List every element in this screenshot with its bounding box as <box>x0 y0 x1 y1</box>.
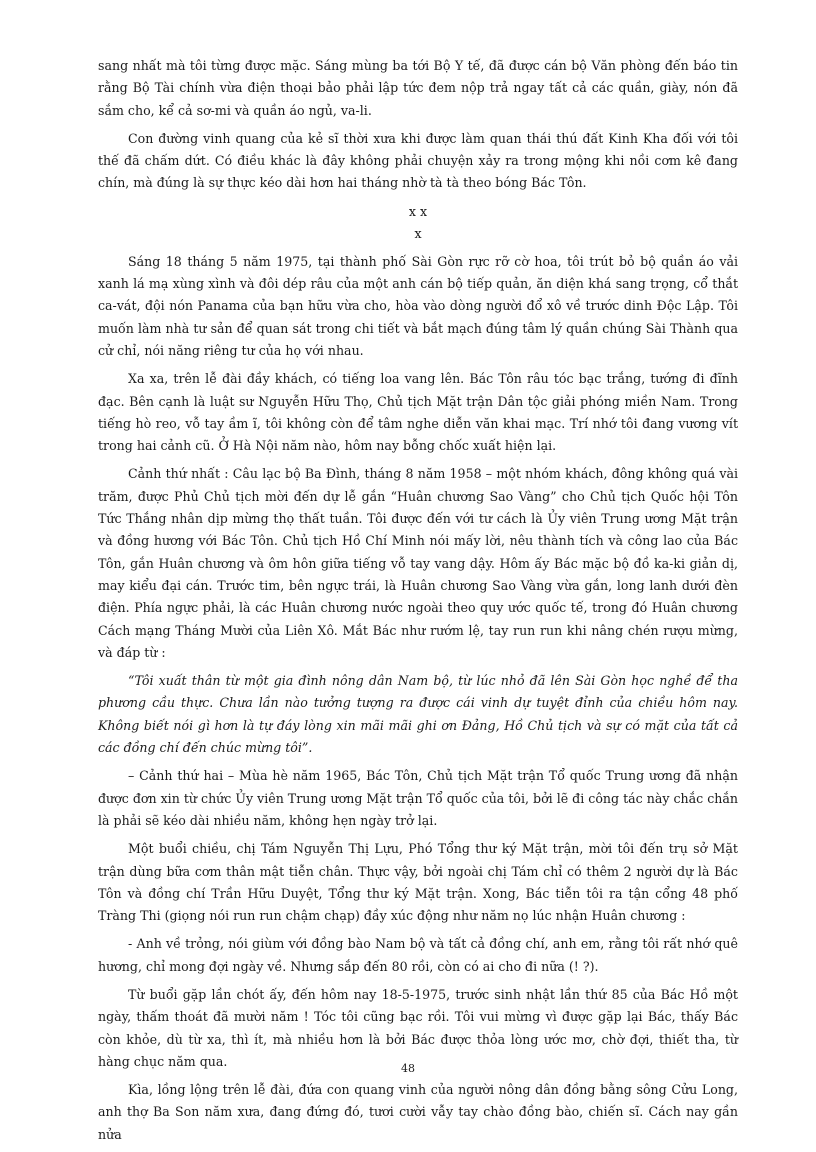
separator-line-2: x <box>414 225 422 241</box>
document-page <box>98 55 738 1152</box>
paragraph: Con đường vinh quang của kẻ sĩ thời xưa khi được làm quan thái thú đất Kinh Kha đối với tôi thế đã chấm dứt. Có điều khác là đây không phải chuyện xảy ra trong mộng khi nồi cơm kê đang chín, mà đúng là sự thực kéo dài hơn hai tháng nhờ tà tà theo bóng Bác Tôn. <box>98 130 738 191</box>
paragraph: – Cảnh thứ hai – Mùa hè năm 1965, Bác Tôn, Chủ tịch Mặt trận Tổ quốc Trung ương đã nhận được đơn xin từ chức Ủy viên Trung ương Mặt trận Tổ quốc của tôi, bởi lẽ đi công tác này chắc chắn là phải sẽ kéo dài nhiều năm, không hẹn ngày trở lại. <box>98 768 738 828</box>
paragraph: Sáng 18 tháng 5 năm 1975, tại thành phố Sài Gòn rực rỡ cờ hoa, tôi trút bỏ bộ quần áo vải xanh lá mạ xùng xình và đôi dép râu của một anh cán bộ tiếp quản, ăn diện khá sang trọng, cổ thắt ca-vát, đội nón Panama của bạn hữu vừa cho, hòa vào dòng người đổ xô về trước dinh Độc Lập. Tôi muốn làm nhà tư sản để quan sát trong chi tiết và bắt mạch đúng tâm lý quần chúng Sài Thành qua cử chỉ, nói năng riêng tư của họ với nhau. <box>98 253 738 358</box>
paragraph: Một buổi chiều, chị Tám Nguyễn Thị Lựu, Phó Tổng thư ký Mặt trận, mời tôi đến trụ sở Mặt trận dùng bữa cơm thân mật tiễn chân. Thực vậy, bởi ngoài chị Tám chỉ có thêm 2 người dự là Bác Tôn và đồng chí Trần Hữu Duyệt, Tổng thư ký Mặt trận. Xong, Bác tiễn tôi ra tận cổng 48 phố Tràng Thi (giọng nói run run chậm chạp) đầy xúc động như năm nọ lúc nhận Huân chương : <box>98 841 738 924</box>
paragraph-continued: sang nhất mà tôi từng được mặc. Sáng mùng ba tới Bộ Y tế, đã được cán bộ Văn phòng đến báo tin rằng Bộ Tài chính vừa điện thoại bảo phải lập tức đem nộp trả ngay tất cả các quần, giày, nón đã sắm cho, kể cả sơ-mi và quần áo ngủ, va-li. <box>98 58 738 118</box>
page-number: 48 <box>401 1062 415 1075</box>
paragraph: Cảnh thứ nhất : Câu lạc bộ Ba Đình, tháng 8 năm 1958 – một nhóm khách, đông không quá vài trăm, được Phủ Chủ tịch mời đến dự lễ gắn “Huân chương Sao Vàng” cho Chủ tịch Quốc hội Tôn Tức Thắng nhân dịp mừng thọ thất tuần. Tôi được đến với tư cách là Ủy viên Trung ương Mặt trận và đồng hương với Bác Tôn. Chủ tịch Hồ Chí Minh nói mấy lời, nêu thành tích và công lao của Bác Tôn, gắn Huân chương và ôm hôn giữa tiếng vỗ tay vang dậy. Hôm ấy Bác mặc bộ đồ ka-ki giản dị, may kiểu đại cán. Trước tim, bên ngực trái, là Huân chương Sao Vàng vừa gắn, long lanh dưới đèn điện. Phía ngực phải, là các Huân chương nước ngoài theo quy ước quốc tế, trong đó Huân chương Cách mạng Tháng Mười của Liên Xô. Mắt Bác như rướm lệ, tay run run khi nâng chén rượu mừng, và đáp từ : <box>98 466 738 660</box>
separator-line-1: x x <box>408 203 428 219</box>
dialogue-paragraph: - Anh về trỏng, nói giùm với đồng bào Nam bộ và tất cả đồng chí, anh em, rằng tôi rất nhớ quê hương, chỉ mong đợi ngày về. Nhưng sắp đến 80 rồi, còn có ai cho đi nữa (! ?). <box>98 936 738 974</box>
section-separator <box>98 201 738 245</box>
quotation: “Tôi xuất thân từ một gia đình nông dân Nam bộ, từ lúc nhỏ đã lên Sài Gòn học nghề để tha phương cầu thực. Chưa lần nào tưởng tượng ra được cái vinh dự tuyệt đỉnh của chiều hôm nay. Không biết nói gì hơn là tự đáy lòng xin mãi mãi ghi ơn Đảng, Hồ Chủ tịch và sự có mặt của tất cả các đồng chí đến chúc mừng tôi”. <box>98 673 738 756</box>
paragraph: Xa xa, trên lễ đài đầy khách, có tiếng loa vang lên. Bác Tôn râu tóc bạc trắng, tướng đi đĩnh đạc. Bên cạnh là luật sư Nguyễn Hữu Thọ, Chủ tịch Mặt trận Dân tộc giải phóng miền Nam. Trong tiếng hò reo, vỗ tay ầm ĩ, tôi không còn để tâm nghe diễn văn khai mạc. Trí nhớ tôi đang vương vít trong hai cảnh cũ. Ở Hà Nội năm nào, hôm nay bỗng chốc xuất hiện lại. <box>98 371 738 454</box>
paragraph: Từ buổi gặp lần chót ấy, đến hôm nay 18-5-1975, trước sinh nhật lần thứ 85 của Bác Hồ một ngày, thấm thoát đã mười năm ! Tóc tôi cũng bạc rồi. Tôi vui mừng vì được gặp lại Bác, thấy Bác còn khỏe, dù từ xa, thì ít, mà nhiều hơn là bởi Bác được thỏa lòng ước mơ, chờ đợi, thiết tha, từ hàng chục năm qua. <box>98 986 738 1069</box>
paragraph-continues: Kìa, lồng lộng trên lễ đài, đứa con quang vinh của người nông dân đồng bằng sông Cửu Long, anh thợ Ba Son năm xưa, đang đứng đó, tươi cười vẫy tay chào đồng bào, chiến sĩ. Cách nay gần nửa <box>98 1082 738 1142</box>
